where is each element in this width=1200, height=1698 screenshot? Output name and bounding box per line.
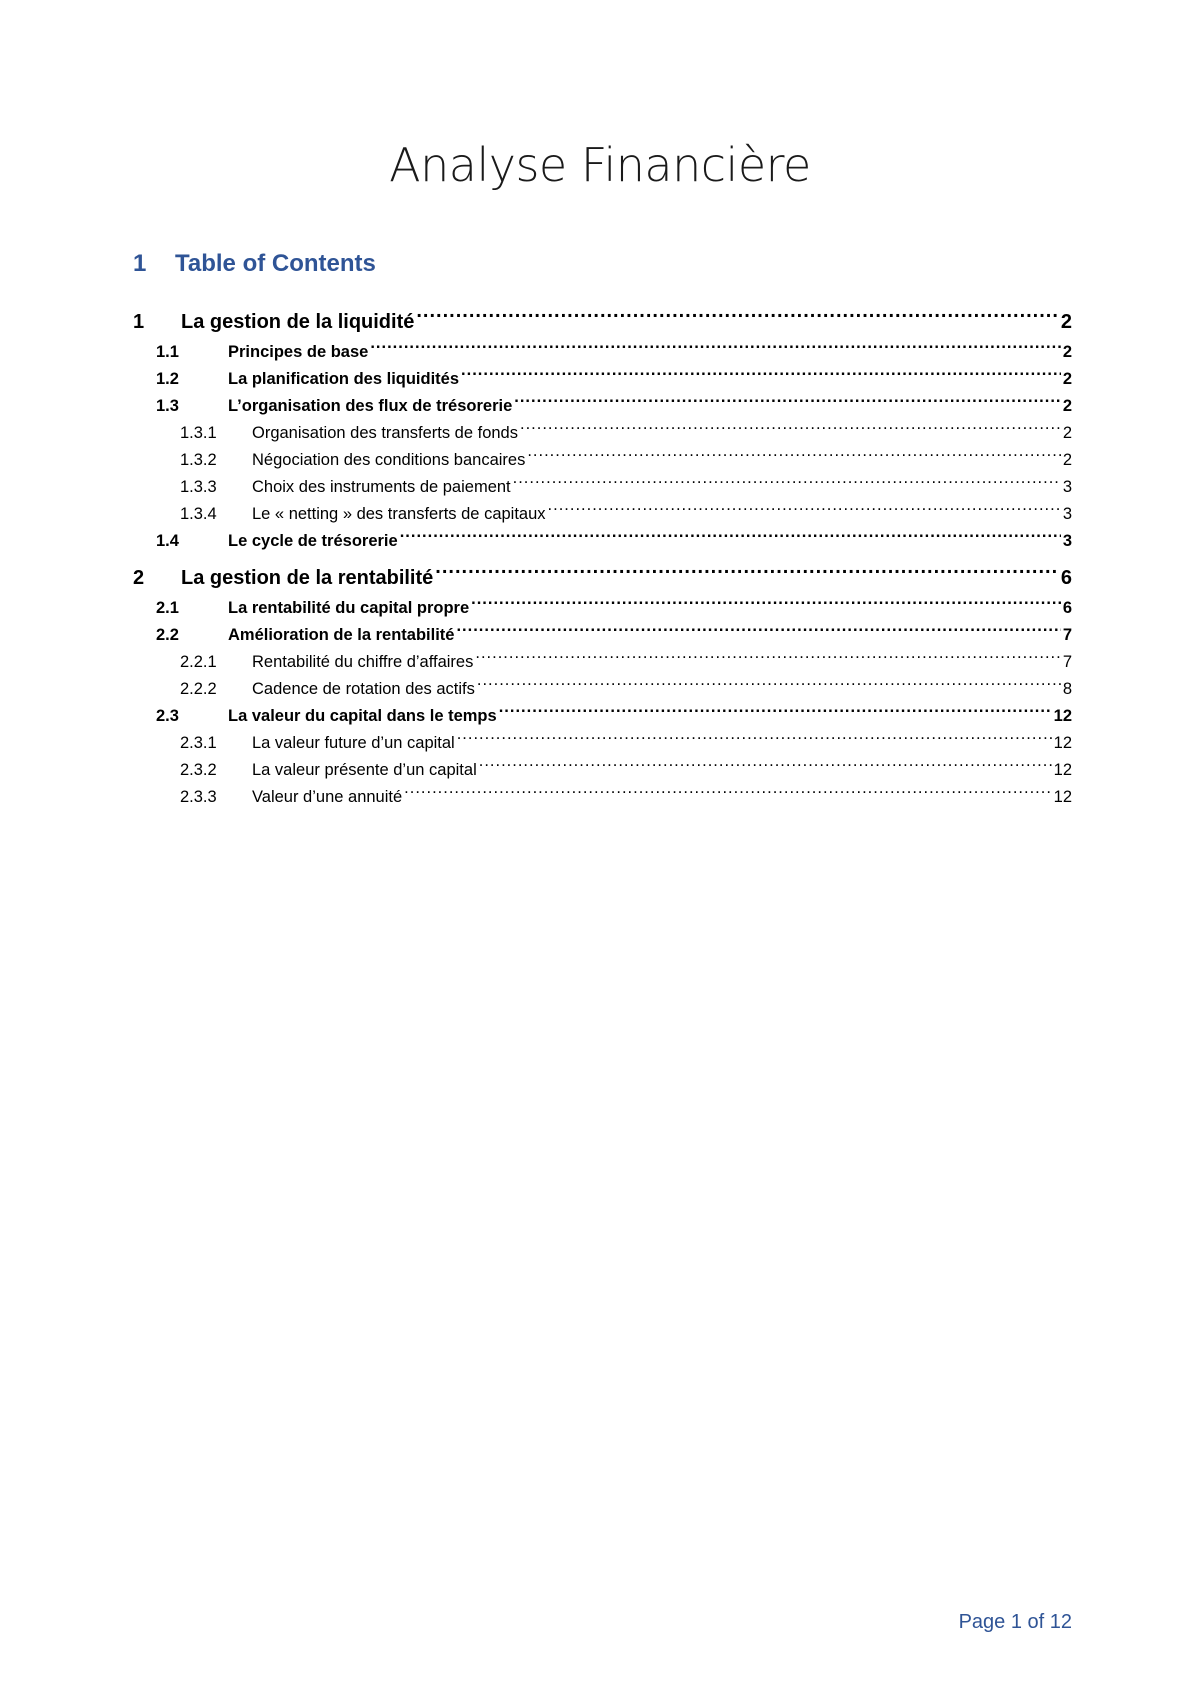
toc-entry-page[interactable]: 2	[1062, 370, 1072, 388]
toc-entry-title[interactable]: Le « netting » des transferts de capitaux	[252, 505, 546, 523]
toc-entry-page[interactable]: 2	[1062, 424, 1072, 442]
toc-entry-title[interactable]: Rentabilité du chiffre d’affaires	[252, 653, 474, 671]
toc-dot-leader	[479, 759, 1052, 776]
toc-dot-leader	[461, 368, 1061, 385]
toc-entry[interactable]	[133, 393, 1072, 420]
toc-entry-page[interactable]: 2	[1062, 343, 1072, 361]
toc-dot-leader	[404, 786, 1051, 803]
toc-entry-number: 1.3.4	[180, 505, 217, 523]
toc-heading-text: Table of Contents	[175, 250, 376, 277]
toc-entry-page[interactable]: 2	[1062, 451, 1072, 469]
toc-entry[interactable]	[133, 622, 1072, 649]
toc-entry-number: 2.2.1	[180, 653, 217, 671]
toc-dot-leader	[527, 449, 1060, 466]
toc-entry-number: 1.2	[156, 370, 179, 388]
toc-entry-title[interactable]: Amélioration de la rentabilité	[228, 626, 455, 644]
toc-entry[interactable]	[133, 420, 1072, 447]
toc-entry[interactable]	[133, 447, 1072, 474]
toc-entry[interactable]	[133, 501, 1072, 528]
toc-heading	[133, 250, 376, 278]
toc-entry-page[interactable]: 7	[1062, 626, 1072, 644]
table-of-contents	[133, 305, 1072, 811]
toc-entry-number: 1.3.1	[180, 424, 217, 442]
toc-entry-number: 2	[133, 567, 145, 589]
toc-entry[interactable]	[133, 561, 1072, 595]
toc-entry-title[interactable]: L’organisation des flux de trésorerie	[228, 397, 513, 415]
toc-entry-title[interactable]: Choix des instruments de paiement	[252, 478, 511, 496]
toc-entry-title[interactable]: Le cycle de trésorerie	[228, 532, 398, 550]
toc-entry-number: 2.2.2	[180, 680, 217, 698]
toc-entry-title[interactable]: La valeur future d’un capital	[252, 734, 455, 752]
toc-entry-number: 1	[133, 311, 145, 333]
toc-entry-title[interactable]: Cadence de rotation des actifs	[252, 680, 475, 698]
toc-entry-number: 1.3.2	[180, 451, 217, 469]
toc-entry-number: 1.1	[156, 343, 179, 361]
toc-entry-page[interactable]: 3	[1062, 505, 1072, 523]
toc-dot-leader	[370, 341, 1060, 358]
toc-dot-leader	[471, 597, 1061, 614]
toc-entry-page[interactable]: 7	[1062, 653, 1072, 671]
toc-entry[interactable]	[133, 757, 1072, 784]
toc-entry-page[interactable]: 8	[1062, 680, 1072, 698]
toc-entry-title[interactable]: La gestion de la rentabilité	[181, 567, 434, 589]
toc-dot-leader	[416, 308, 1059, 328]
toc-entry-page[interactable]: 12	[1053, 734, 1072, 752]
toc-entry[interactable]	[133, 339, 1072, 366]
toc-entry[interactable]	[133, 649, 1072, 676]
toc-entry-number: 2.3.2	[180, 761, 217, 779]
toc-entry-title[interactable]: Principes de base	[228, 343, 369, 361]
toc-entry-title[interactable]: La valeur du capital dans le temps	[228, 707, 497, 725]
toc-entry-page[interactable]: 12	[1053, 788, 1072, 806]
toc-dot-leader	[400, 530, 1061, 547]
toc-entry-title[interactable]: La valeur présente d’un capital	[252, 761, 477, 779]
toc-entry-page[interactable]: 2	[1062, 397, 1072, 415]
toc-entry-number: 2.3.3	[180, 788, 217, 806]
toc-entry[interactable]	[133, 676, 1072, 703]
toc-dot-leader	[514, 395, 1061, 412]
toc-entry-page[interactable]: 12	[1053, 707, 1072, 725]
toc-entry-number: 2.3.1	[180, 734, 217, 752]
toc-entry-page[interactable]: 2	[1060, 311, 1072, 333]
toc-dot-leader	[435, 564, 1059, 584]
toc-dot-leader	[499, 705, 1052, 722]
toc-entry-title[interactable]: Négociation des conditions bancaires	[252, 451, 526, 469]
toc-entry[interactable]	[133, 366, 1072, 393]
toc-entry-page[interactable]: 3	[1062, 478, 1072, 496]
toc-dot-leader	[456, 624, 1060, 641]
toc-entry-number: 2.3	[156, 707, 179, 725]
toc-entry-number: 1.4	[156, 532, 179, 550]
toc-entry-page[interactable]: 6	[1060, 567, 1072, 589]
page-number-footer: Page 1 of 12	[958, 1611, 1072, 1633]
toc-entry[interactable]	[133, 305, 1072, 339]
toc-dot-leader	[548, 503, 1061, 520]
toc-entry[interactable]	[133, 730, 1072, 757]
toc-entry-number: 1.3	[156, 397, 179, 415]
toc-dot-leader	[457, 732, 1052, 749]
toc-entry[interactable]	[133, 703, 1072, 730]
toc-entry-page[interactable]: 12	[1053, 761, 1072, 779]
toc-entry[interactable]	[133, 595, 1072, 622]
toc-entry-title[interactable]: Valeur d’une annuité	[252, 788, 403, 806]
toc-entry-number: 2.1	[156, 599, 179, 617]
toc-entry-number: 2.2	[156, 626, 179, 644]
toc-entry[interactable]	[133, 784, 1072, 811]
toc-entry-title[interactable]: La gestion de la liquidité	[181, 311, 415, 333]
toc-entry-page[interactable]: 6	[1062, 599, 1072, 617]
toc-dot-leader	[520, 422, 1061, 439]
toc-entry-title[interactable]: Organisation des transferts de fonds	[252, 424, 518, 442]
toc-entry-page[interactable]: 3	[1062, 532, 1072, 550]
toc-entry[interactable]	[133, 528, 1072, 555]
toc-entry-title[interactable]: La planification des liquidités	[228, 370, 460, 388]
document-title: Analyse Financière	[389, 138, 811, 192]
toc-dot-leader	[477, 678, 1061, 695]
toc-entry-title[interactable]: La rentabilité du capital propre	[228, 599, 470, 617]
toc-entry-number: 1.3.3	[180, 478, 217, 496]
toc-entry[interactable]	[133, 474, 1072, 501]
toc-heading-number: 1	[133, 250, 147, 277]
toc-dot-leader	[513, 476, 1061, 493]
toc-dot-leader	[475, 651, 1060, 668]
